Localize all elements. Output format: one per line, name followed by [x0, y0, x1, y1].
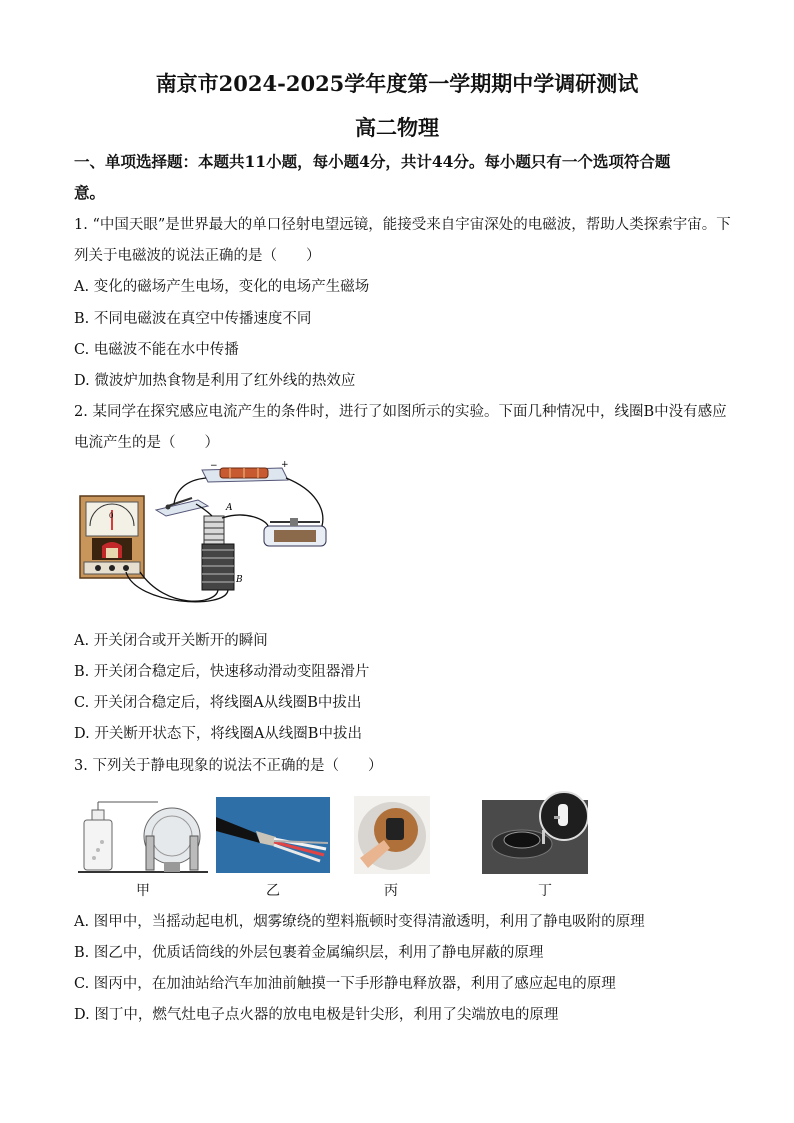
figure-ding — [482, 790, 588, 874]
q1-option-a: A. 变化的磁场产生电场，变化的电场产生磁场 — [74, 279, 370, 295]
exam-title: 南京市2024-2025学年度第一学期期中学调研测试 — [155, 71, 639, 96]
battery-minus-label: − — [210, 461, 218, 471]
section-heading-line2: 意。 — [74, 183, 106, 202]
coil-b-label: B — [236, 575, 243, 585]
galvanometer — [80, 496, 144, 578]
coil-a — [204, 503, 233, 550]
figure-jia — [78, 796, 208, 876]
figure-yi — [216, 797, 330, 873]
q1-option-d: D. 微波炉加热食物是利用了红外线的热效应 — [74, 373, 356, 389]
q3-option-d: D. 图丁中，燃气灶电子点火器的放电电极是针尖形，利用了尖端放电的原理 — [74, 1007, 559, 1023]
section-heading-line1: 一、单项选择题：本题共11小题，每小题4分，共计44分。每小题只有一个选项符合题 — [74, 152, 671, 171]
exam-subtitle: 高二物理 — [355, 115, 439, 140]
q2-option-d: D. 开关断开状态下，将线圈A从线圈B中拔出 — [74, 726, 362, 742]
q3-stem: 3. 下列关于静电现象的说法不正确的是（ ） — [74, 758, 383, 774]
caption-bing: 丙 — [384, 883, 398, 899]
battery-plus-label: + — [281, 460, 289, 470]
q2-option-c: C. 开关闭合稳定后，将线圈A从线圈B中拔出 — [74, 695, 362, 711]
q1-stem-line1: 1. “中国天眼”是世界最大的单口径射电望远镜，能接受来自宇宙深处的电磁波，帮助人类探索宇宙。下 — [74, 217, 731, 233]
q2-stem-line2: 电流产生的是（ ） — [74, 435, 219, 451]
q2-option-b: B. 开关闭合稳定后，快速移动滑动变阻器滑片 — [74, 664, 370, 680]
q1-stem-line2: 列关于电磁波的说法正确的是（ ） — [74, 248, 321, 264]
rheostat — [264, 518, 326, 546]
q1-option-c: C. 电磁波不能在水中传播 — [74, 342, 239, 358]
q3-option-b: B. 图乙中，优质话筒线的外层包裹着金属编织层，利用了静电屏蔽的原理 — [74, 945, 544, 961]
induction-experiment-figure — [76, 460, 338, 610]
q3-option-a: A. 图甲中，当摇动起电机，烟雾缭绕的塑料瓶顿时变得清澈透明，利用了静电吸附的原理 — [74, 914, 645, 930]
q1-option-b: B. 不同电磁波在真空中传播速度不同 — [74, 311, 312, 327]
coil-b — [202, 544, 243, 590]
caption-jia: 甲 — [136, 883, 150, 899]
galvanometer-zero-label: 0 — [109, 512, 114, 520]
q3-option-c: C. 图丙中，在加油站给汽车加油前触摸一下手形静电释放器，利用了感应起电的原理 — [74, 976, 616, 992]
q2-stem-line1: 2. 某同学在探究感应电流产生的条件时，进行了如图所示的实验。下面几种情况中，线圈B中没有感应 — [74, 404, 727, 420]
caption-ding: 丁 — [538, 883, 552, 899]
q2-option-a: A. 开关闭合或开关断开的瞬间 — [74, 633, 268, 649]
battery — [202, 460, 289, 482]
caption-yi: 乙 — [266, 883, 280, 899]
coil-a-label: A — [226, 503, 233, 513]
figure-bing — [354, 796, 430, 874]
